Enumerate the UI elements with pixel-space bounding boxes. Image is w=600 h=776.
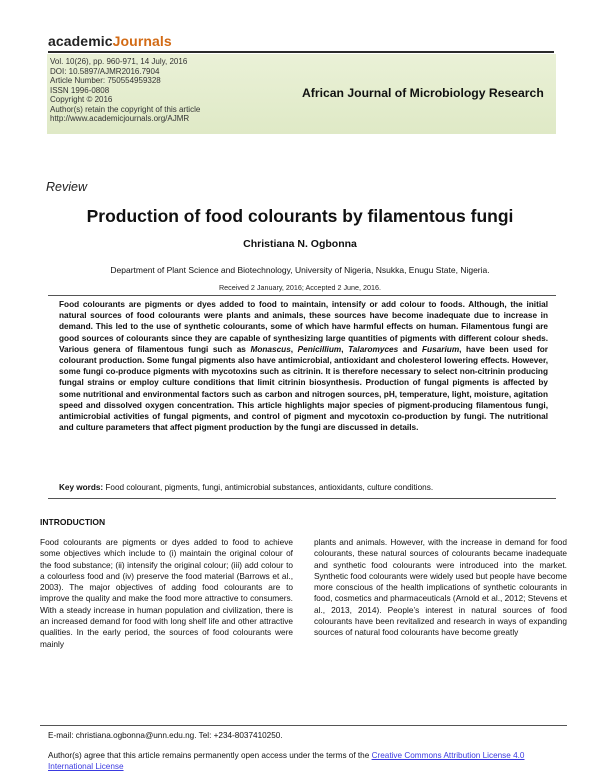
license-note — [48, 750, 563, 772]
abstract-top-divider — [48, 295, 556, 296]
license-text: Author(s) agree that this article remains permanently open access under the terms of the — [48, 751, 372, 760]
abstract-text-start: Food colourants are pigments or dyes added to food to maintain, intensify or add colour to foods. Although, the initial natural sources of food colourants were plants and animals, these sources have become inadequate due to increase in demand. This led to the use of synthetic colourants, some of which have harmful effects on human. Filamentous fungi are good sources of colourants since they are capable of synthesizing large quantities of pigments with different colour sheds. Various genera of filamentous fungi such as — [59, 300, 548, 354]
issn-line: ISSN 1996-0808 — [50, 85, 110, 95]
creative-commons-link[interactable]: Creative Commons Attribution License 4.0 International License — [48, 751, 525, 771]
abstract-text-end: , have been used for colourant production. Some fungal pigments also have antimicrobial, antioxidant and cholesterol lowering effects. However, some fungi co-produce pigments with mycotoxins such as citrinin. It is therefore necessary to select non-citrinin producing fungal strains or employ culture conditions that limit citrinin biosynthesis. Production of fungal pigments is affected by some nutritional and environmental factors such as carbon and nitrogen sources, pH, temperature, light, moisture, agitation speed and dissolved oxygen concentration. This article highlights major species of pigment-producing filamentous fungi, antimicrobial activities of fungal pigments, and control of pigment and mycotoxin co-production by fungi. The nutritional and culture parameters that affect pigment production by the fungi are discussed in details. — [59, 344, 548, 433]
copyright-retain-line: Author(s) retain the copyright of this article — [50, 104, 201, 114]
article-number-line: Article Number: 750554959328 — [50, 76, 161, 85]
journal-title: African Journal of Microbiology Research — [302, 86, 544, 100]
keywords — [59, 482, 548, 493]
volume-line: Vol. 10(26), pp. 960-971, 14 July, 2016 — [50, 57, 188, 66]
genus-fusarium: Fusarium — [422, 344, 460, 354]
copyright-line: Copyright © 2016 — [50, 95, 113, 104]
article-title: Production of food colourants by filamentous fungi — [86, 206, 514, 226]
publisher-logo — [48, 33, 172, 49]
author-email: E-mail: christiana.ogbonna@unn.edu.ng. Tel: +234-8037410250. — [48, 731, 283, 740]
footer-divider — [40, 725, 567, 726]
author-affiliation: Department of Plant Science and Biotechnology, University of Nigeria, Nsukka, Enugu State, Nigeria. — [110, 265, 490, 275]
intro-column-left: Food colourants are pigments or dyes added to food to achieve some objectives which include to (i) maintain the original colour of the food substance; (ii) intensify the original colour; (iii) add colour to a colourless food and (iv) preserve the food material (Barrows et al., 2003). The major objectives of adding food colourants are to improve the quality and make the food more attractive to consumers. With a steady increase in human population and civilization, there is an increased demand for food with long shelf life and other attractive qualities. In the early period, the sources of food colourants were mainly — [40, 537, 293, 649]
keywords-label: Key words: — [59, 483, 104, 492]
abstract-separator-3: and — [398, 344, 423, 354]
journal-url-link[interactable]: http://www.academicjournals.org/AJMR — [50, 114, 190, 123]
doi-line: DOI: 10.5897/AJMR2016.7904 — [50, 66, 160, 76]
keywords-list: Food colourant, pigments, fungi, antimicrobial substances, antioxidants, culture conditions. — [105, 483, 434, 492]
intro-column-right: plants and animals. However, with the increase in demand for food colourants, these natural sources of colourants became inadequate and synthetic food colourants were introduced into the market. Synthetic food colourants were widely used but people have become more conscious of the health implications of synthetic colourants in food, cosmetics and pharmaceuticals (Arnold et al., 2012; Stevens et al., 2013, 2014). People’s interest in natural sources of food colourants have been revitalized and research in ways of expanding sources of natural food colourants have become greatly — [314, 537, 567, 638]
genus-talaromyces: Talaromyces — [348, 344, 399, 354]
article-type: Review — [46, 180, 87, 194]
abstract-separator-2: , — [341, 344, 349, 354]
section-heading-introduction: INTRODUCTION — [40, 517, 106, 527]
logo-text-academic: academic — [48, 33, 113, 49]
received-dates: Received 2 January, 2016; Accepted 2 June, 2016. — [218, 283, 382, 292]
genus-penicillium: Penicillium — [297, 344, 342, 354]
logo-text-journals: Journals — [112, 33, 172, 49]
author-name: Christiana N. Ogbonna — [243, 238, 357, 250]
abstract-separator-1: , — [290, 344, 298, 354]
abstract — [59, 299, 548, 433]
abstract-bottom-divider — [48, 498, 556, 499]
header-divider — [48, 51, 554, 53]
genus-monascus: Monascus — [250, 344, 291, 354]
